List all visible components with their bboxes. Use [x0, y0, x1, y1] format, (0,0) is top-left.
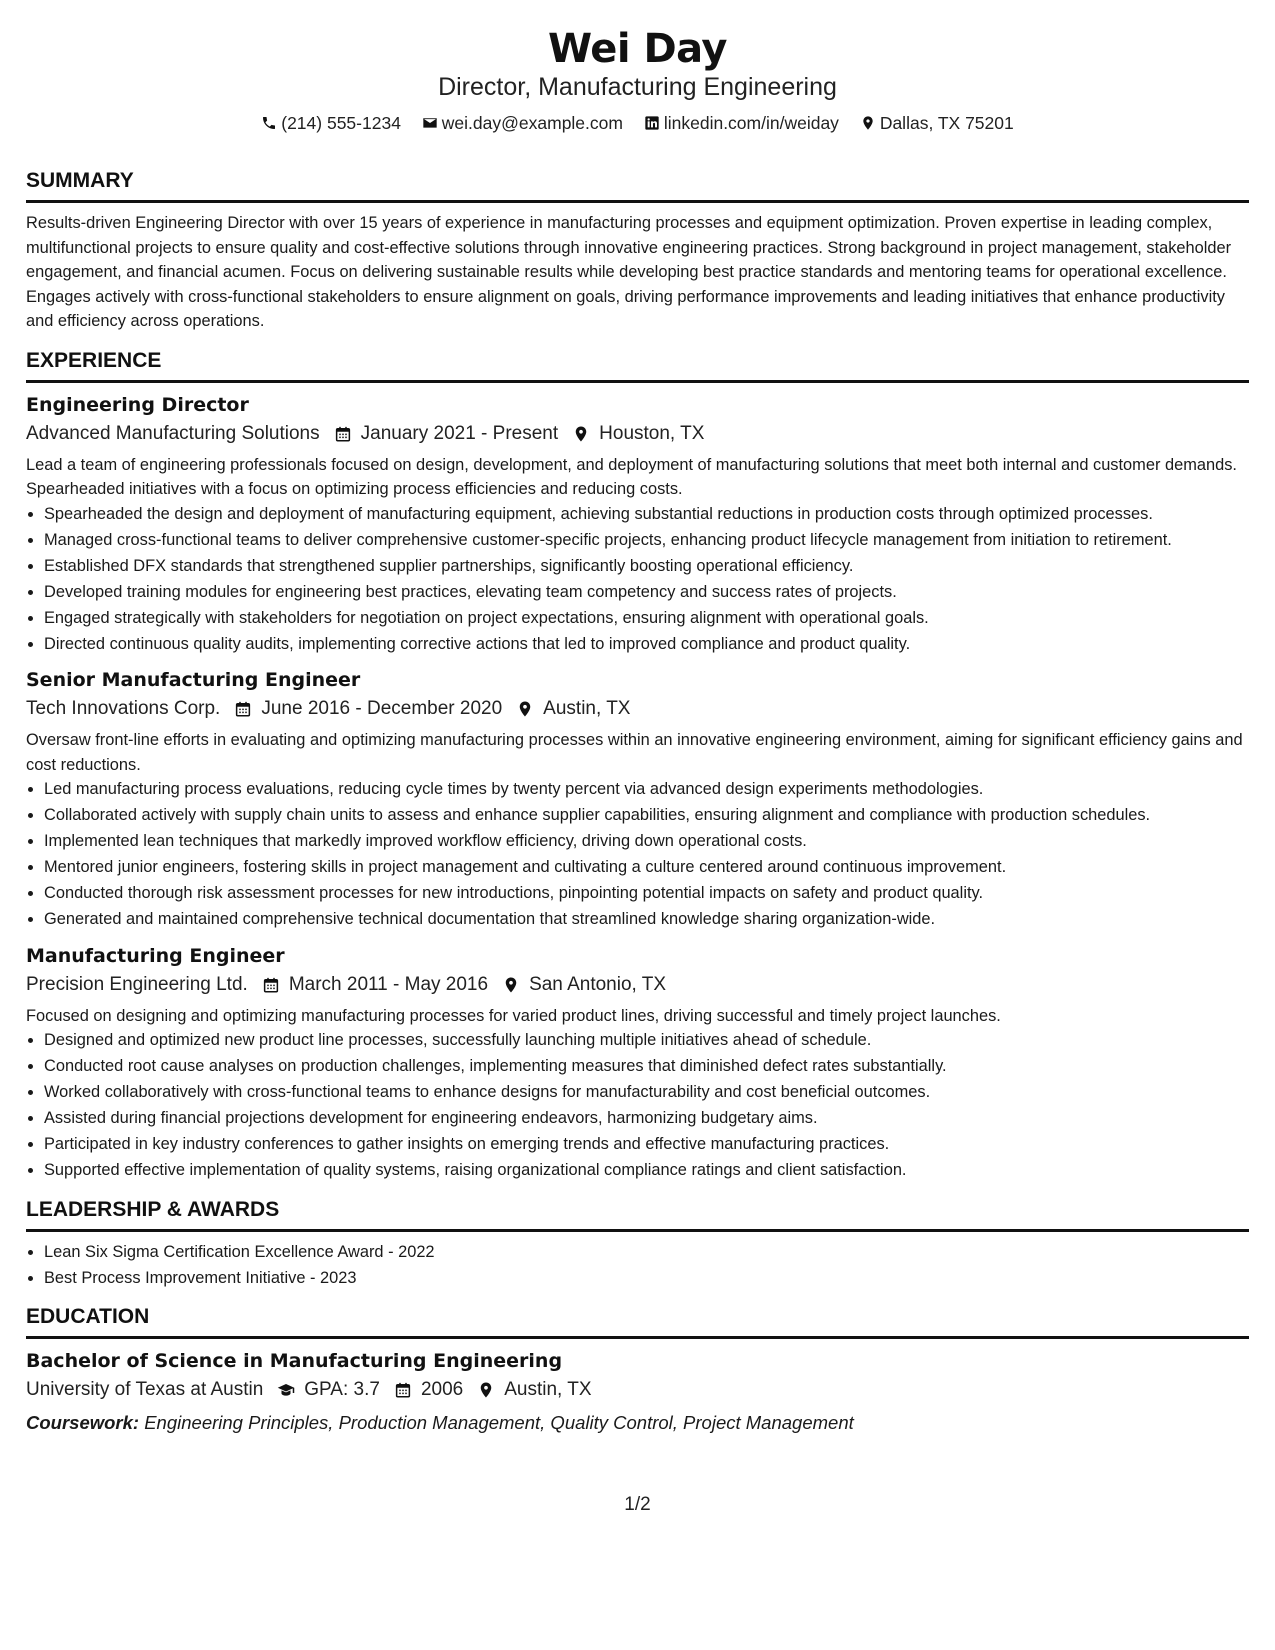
job-company: Precision Engineering Ltd.	[26, 973, 248, 995]
coursework-label: Coursework:	[26, 1412, 140, 1433]
job-role: Manufacturing Engineer	[26, 944, 285, 967]
list-item: • Collaborated actively with supply chain units to assess and enhance supplier capabilities, ensuring alignment and compliance with production schedules.	[44, 803, 1249, 828]
job-dates	[334, 419, 559, 449]
job-location-text: Houston, TX	[599, 422, 705, 444]
list-item: • Led manufacturing process evaluations, reducing cycle times by twenty percent via advanced design experiments methodologies.	[44, 777, 1249, 802]
contact-email[interactable]	[422, 110, 623, 136]
job-dates-text: January 2021 - Present	[360, 422, 559, 444]
list-item: • Supported effective implementation of quality systems, raising organizational compliance ratings and client satisfaction.	[44, 1158, 1249, 1183]
job-location	[572, 419, 704, 449]
linkedin-icon	[644, 115, 660, 131]
page-number: 1/2	[624, 1494, 651, 1515]
list-item: • Conducted root cause analyses on production challenges, implementing measures that diminished defect rates substantially.	[44, 1054, 1249, 1079]
job-meta	[26, 970, 1249, 1000]
email-link[interactable]: wei.day@example.com	[441, 113, 623, 133]
job-company: Advanced Manufacturing Solutions	[26, 422, 320, 444]
job-bullets	[26, 777, 1249, 932]
school-location	[477, 1375, 591, 1405]
list-item: • Worked collaboratively with cross-functional teams to enhance designs for manufacturability and cost beneficial outcomes.	[44, 1080, 1249, 1105]
job-entry	[26, 391, 1249, 657]
job-dates	[234, 694, 502, 724]
contact-linkedin[interactable]	[644, 110, 839, 136]
job-location	[502, 970, 666, 1000]
education-section	[26, 1304, 1249, 1437]
job-description: Oversaw front-line efforts in evaluating and optimizing manufacturing processes within an innovative engineering environment, aiming for significant efficiency gains and cost reductions.	[26, 731, 1243, 774]
list-item: • Designed and optimized new product line processes, successfully launching multiple initiatives ahead of schedule.	[44, 1028, 1249, 1053]
linkedin-link[interactable]: linkedin.com/in/weiday	[663, 113, 839, 133]
job-location	[516, 694, 630, 724]
coursework-text: Engineering Principles, Production Management, Quality Control, Project Management	[144, 1412, 854, 1433]
education-meta	[26, 1375, 1249, 1405]
job-entry	[26, 666, 1249, 932]
map-pin-icon	[477, 1381, 495, 1399]
list-item: • Directed continuous quality audits, implementing corrective actions that led to improved compliance and product quality.	[44, 632, 1249, 657]
gpa-text: GPA: 3.7	[304, 1379, 380, 1400]
job-description: Lead a team of engineering professionals focused on design, development, and deployment of manufacturing solutions that meet both internal and customer demands. Spearheaded initiatives with a focus on optimizing process efficiencies and reducing costs.	[26, 455, 1237, 498]
degree-title: Bachelor of Science in Manufacturing Engineering	[26, 1350, 563, 1372]
calendar-icon	[262, 976, 280, 994]
job-dates	[262, 970, 488, 1000]
list-item: • Implemented lean techniques that markedly improved workflow efficiency, driving down operational costs.	[44, 829, 1249, 854]
phone-text: (214) 555-1234	[281, 113, 401, 133]
envelope-icon	[422, 115, 438, 131]
list-item: • Engaged strategically with stakeholders for negotiation on project expectations, ensuring alignment with operational goals.	[44, 606, 1249, 631]
summary-text: Results-driven Engineering Director with over 15 years of experience in manufacturing processes and equipment optimization. Proven expertise in leading complex, multifunctional projects to ensure quality and cost-effective solutions through innovative engineering practices. Strong background in project management, stakeholder engagement, and financial acumen. Focus on delivering sustainable results while developing best practice standards and mentoring teams for operational excellence. Engages actively with cross-functional stakeholders to ensure alignment on goals, driving performance improvements and leading initiatives that enhance productivity and efficiency across operations.	[26, 214, 1232, 330]
phone-icon	[261, 115, 277, 131]
job-location-text: Austin, TX	[543, 698, 631, 719]
list-item: • Mentored junior engineers, fostering skills in project management and cultivating a culture centered around continuous improvement.	[44, 855, 1249, 880]
map-pin-icon	[572, 425, 590, 443]
graduation-year	[394, 1375, 463, 1405]
coursework	[26, 1409, 1249, 1437]
contact-line	[0, 110, 1275, 138]
list-item: • Participated in key industry conferences to gather insights on emerging trends and effective manufacturing practices.	[44, 1132, 1249, 1157]
list-item: • Conducted thorough risk assessment processes for new introductions, pinpointing potential impacts on safety and product quality.	[44, 881, 1249, 906]
list-item: • Assisted during financial projections development for engineering endeavors, harmonizing budgetary aims.	[44, 1106, 1249, 1131]
calendar-icon	[394, 1381, 412, 1399]
candidate-title: Director, Manufacturing Engineering	[438, 73, 837, 101]
job-dates-text: March 2011 - May 2016	[288, 973, 489, 995]
job-entry	[26, 942, 1249, 1183]
gpa	[277, 1375, 380, 1405]
candidate-name: Wei Day	[548, 26, 727, 72]
calendar-icon	[234, 700, 252, 718]
resume-body	[26, 168, 1249, 1451]
graduation-year-text: 2006	[420, 1379, 464, 1400]
resume-header	[0, 0, 1275, 138]
job-bullets	[26, 1028, 1249, 1183]
map-pin-icon	[502, 976, 520, 994]
graduation-cap-icon	[277, 1381, 295, 1399]
awards-section	[26, 1197, 1249, 1291]
job-location-text: San Antonio, TX	[529, 973, 667, 995]
job-bullets	[26, 502, 1249, 657]
school-location-text: Austin, TX	[504, 1379, 592, 1400]
experience-section	[26, 348, 1249, 1183]
contact-location	[860, 110, 1014, 136]
list-item: • Spearheaded the design and deployment of manufacturing equipment, achieving substantial reductions in production costs through optimized processes.	[44, 502, 1249, 527]
list-item: • Managed cross-functional teams to deliver comprehensive customer-specific projects, enhancing product lifecycle management from initiation to retirement.	[44, 528, 1249, 553]
job-company: Tech Innovations Corp.	[26, 698, 221, 719]
location-text: Dallas, TX 75201	[879, 113, 1014, 133]
contact-phone	[261, 110, 401, 136]
job-description: Focused on designing and optimizing manufacturing processes for varied product lines, driving successful and timely project launches.	[26, 1006, 1001, 1025]
list-item: • Lean Six Sigma Certification Excellence Award - 2022	[44, 1240, 1249, 1265]
job-meta	[26, 694, 1249, 724]
education-heading: EDUCATION	[26, 1304, 1249, 1339]
school-name: University of Texas at Austin	[26, 1379, 264, 1400]
map-pin-icon	[860, 115, 876, 131]
list-item: • Best Process Improvement Initiative - 2023	[44, 1266, 1249, 1291]
job-dates-text: June 2016 - December 2020	[261, 698, 503, 719]
map-pin-icon	[516, 700, 534, 718]
awards-heading: LEADERSHIP & AWARDS	[26, 1197, 1249, 1232]
experience-heading: EXPERIENCE	[26, 348, 1249, 383]
summary-heading: SUMMARY	[26, 168, 1249, 203]
summary-section	[26, 168, 1249, 334]
awards-list	[26, 1240, 1249, 1291]
job-meta	[26, 419, 1249, 449]
job-role: Engineering Director	[26, 393, 249, 416]
list-item: • Generated and maintained comprehensive technical documentation that streamlined knowledge sharing organization-wide.	[44, 907, 1249, 932]
list-item: • Established DFX standards that strengthened supplier partnerships, significantly boosting operational efficiency.	[44, 554, 1249, 579]
job-role: Senior Manufacturing Engineer	[26, 669, 361, 691]
calendar-icon	[334, 425, 352, 443]
list-item: • Developed training modules for engineering best practices, elevating team competency and success rates of projects.	[44, 580, 1249, 605]
